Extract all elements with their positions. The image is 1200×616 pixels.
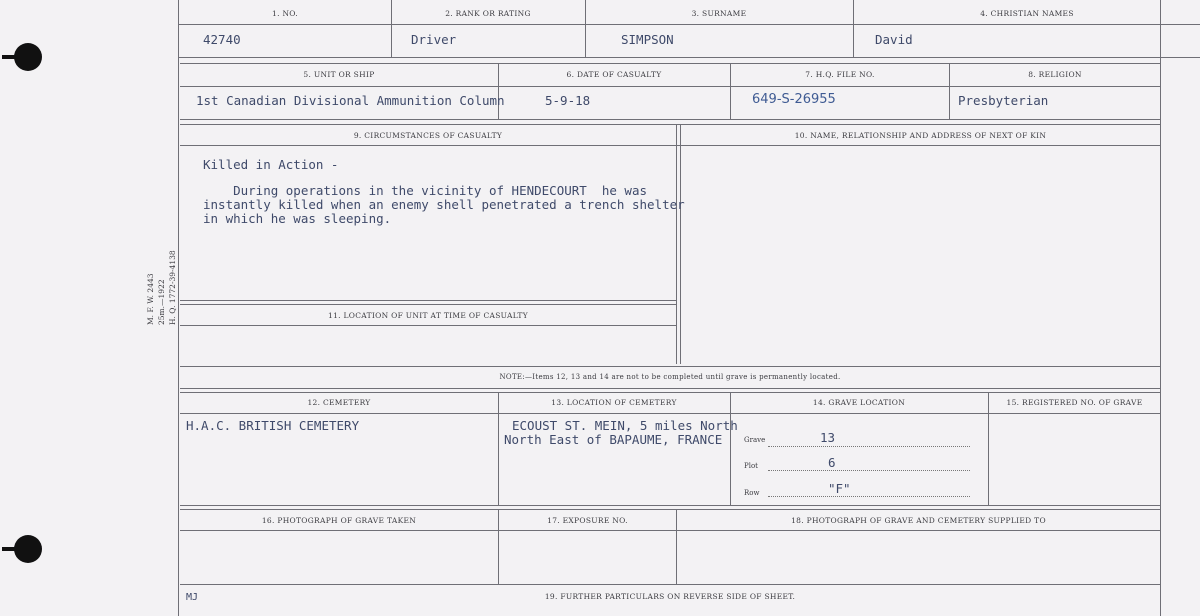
header-rank: 2. RANK OR RATING — [445, 9, 531, 18]
hq-file-value: 649-S-26955 — [752, 92, 836, 107]
plot-value: 6 — [828, 455, 836, 470]
print-run: 25m.—1922 — [157, 279, 166, 325]
row-value: "F" — [828, 481, 851, 496]
header-grave-location: 14. GRAVE LOCATION — [812, 398, 906, 407]
header-location-of-cemetery: 13. LOCATION OF CEMETERY — [551, 398, 677, 407]
header-surname: 3. SURNAME — [691, 9, 747, 18]
header-photo-taken: 16. PHOTOGRAPH OF GRAVE TAKEN — [261, 516, 417, 525]
hq-reference: H. Q. 1772-39-4138 — [168, 250, 177, 325]
header-photo-supplied: 18. PHOTOGRAPH OF GRAVE AND CEMETERY SUPPLIED TO — [791, 516, 1046, 525]
punch-hole-bottom — [14, 535, 42, 563]
service-number: 42740 — [203, 32, 241, 47]
christian-names-value: David — [875, 32, 913, 47]
row1-bottom — [178, 57, 1200, 58]
circumstances-line-4: in which he was sleeping. — [203, 211, 392, 226]
header-circumstances: 9. CIRCUMSTANCES OF CASUALTY — [353, 131, 503, 140]
religion-value: Presbyterian — [958, 93, 1049, 108]
header-no: 1. NO. — [272, 9, 298, 18]
surname-value: SIMPSON — [621, 32, 674, 47]
clerk-initials: MJ — [186, 592, 199, 603]
date-value: 5-9-18 — [545, 93, 591, 108]
header-religion: 8. RELIGION — [1028, 70, 1082, 79]
row-label: Row — [744, 489, 760, 497]
rank-value: Driver — [411, 32, 457, 47]
circumstances-line-3: instantly killed when an enemy shell penetrated a trench shelter — [203, 197, 685, 212]
cemetery-value: H.A.C. BRITISH CEMETERY — [186, 418, 360, 433]
circumstances-line-2: During operations in the vicinity of HENDECOURT he was — [203, 183, 648, 198]
header-further-particulars: 19. FURTHER PARTICULARS ON REVERSE SIDE OF SHEET. — [544, 592, 796, 601]
grave-value: 13 — [820, 430, 836, 445]
right-border — [1160, 0, 1161, 616]
header-registered-no: 15. REGISTERED NO. OF GRAVE — [1006, 398, 1143, 407]
punch-hole-top — [14, 43, 42, 71]
plot-label: Plot — [744, 462, 758, 470]
header-unit: 5. UNIT OR SHIP — [303, 70, 375, 79]
form-number: M. F. W. 2443 — [146, 273, 155, 325]
header-location-of-unit: 11. LOCATION OF UNIT AT TIME OF CASUALTY — [328, 311, 528, 320]
circumstances-line-1: Killed in Action - — [203, 157, 339, 172]
header-exposure-no: 17. EXPOSURE NO. — [547, 516, 628, 525]
left-border — [178, 0, 179, 616]
header-cemetery: 12. CEMETERY — [307, 398, 371, 407]
header-next-of-kin: 10. NAME, RELATIONSHIP AND ADDRESS OF NEXT OF KIN — [794, 131, 1047, 140]
cemetery-location-line-2: North East of BAPAUME, FRANCE — [504, 432, 723, 447]
header-christian-names: 4. CHRISTIAN NAMES — [980, 9, 1074, 18]
unit-value: 1st Canadian Divisional Ammunition Column — [196, 93, 505, 108]
note-text: NOTE:—Items 12, 13 and 14 are not to be completed until grave is permanently located. — [499, 373, 841, 381]
header-hq-file: 7. H.Q. FILE NO. — [805, 70, 875, 79]
grave-label: Grave — [744, 436, 766, 444]
cemetery-location-line-1: ECOUST ST. MEIN, 5 miles North — [512, 418, 738, 433]
header-date: 6. DATE OF CASUALTY — [566, 70, 662, 79]
